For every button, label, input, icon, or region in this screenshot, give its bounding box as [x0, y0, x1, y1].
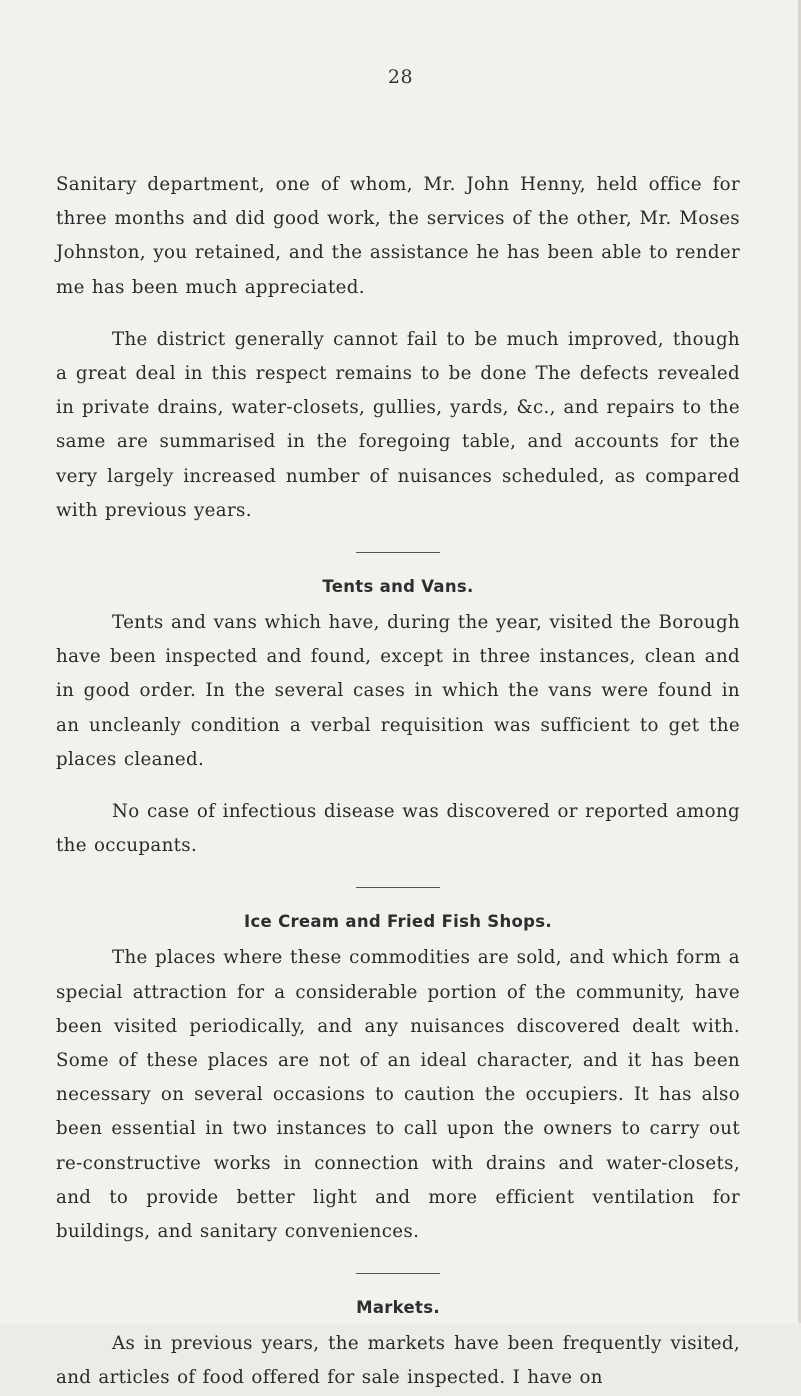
- paragraph-tents-inspection: Tents and vans which have, during the year, visited the Borough have been inspected and found, except in three instances, clean and in good order. In the several cases in which the vans were found in an uncleanly condition a verbal requisition was sufficient to get the places cleaned.: [56, 612, 740, 770]
- heading-tents-and-vans: Tents and Vans.: [322, 577, 474, 597]
- page-number: 28: [387, 66, 414, 88]
- paragraph-markets: As in previous years, the markets have been frequently visited, and articles of food offered for sale inspected. I have on: [56, 1333, 740, 1389]
- paragraph-tents-infectious-disease: No case of infectious disease was discovered or reported among the occupants.: [56, 801, 740, 857]
- paragraph-district-improvement: The district generally cannot fail to be much improved, though a great deal in this respect remains to be done The defects revealed in private drains, water-closets, gullies, yards, &c., and repairs to the same are summarised in the foregoing table, and accounts for the very largely increased number of nuisances scheduled, as compared with previous years.: [56, 328, 740, 521]
- page-body: [56, 168, 740, 1396]
- heading-markets: Markets.: [356, 1298, 440, 1318]
- paragraph-sanitary-department: Sanitary department, one of whom, Mr. John Henny, held office for three months and did good work, the services of the other, Mr. Moses Johnston, you retained, and the assistance he has been able to render me has been much appreciated.: [56, 174, 740, 298]
- paragraph-ice-cream-shops: The places where these commodities are sold, and which form a special attraction for a considerable portion of the community, have been visited periodically, and any nuisances discovered dealt with. Some of these places are not of an ideal character, and it has been necessary on several occasions to caution the occupiers. It has also been essential in two instances to call upon the owners to carry out re-constructive works in connection with drains and water-closets, and to provide better light and more efficient ventilation for buildings, and sanitary conveniences.: [56, 947, 740, 1243]
- heading-ice-cream-fried-fish: Ice Cream and Fried Fish Shops.: [244, 912, 552, 932]
